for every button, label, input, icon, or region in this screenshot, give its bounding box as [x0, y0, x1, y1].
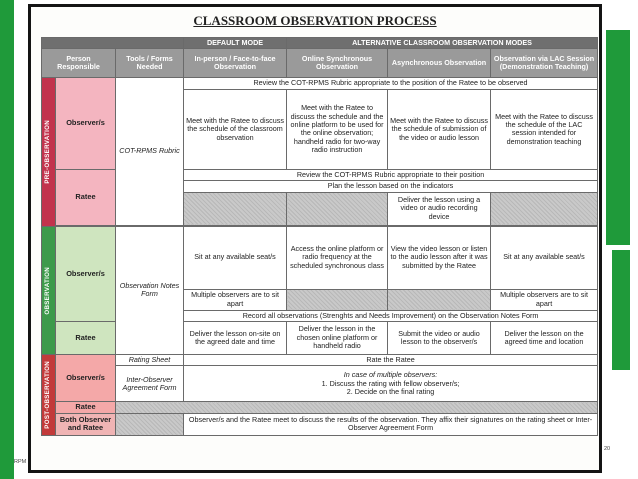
role-observer-post: Observer/s [56, 355, 116, 402]
obs-async: View the video lesson or listen to the audio lesson after it was submitted by the Ratee [388, 226, 491, 289]
role-ratee-post: Ratee [56, 402, 116, 413]
post-both-tool-na [116, 413, 184, 435]
obs-ratee-async: Submit the video or audio lesson to the observer/s [388, 322, 491, 355]
post-ratee-na [116, 402, 598, 413]
role-observer-obs: Observer/s [56, 226, 116, 321]
header-blank [42, 38, 184, 49]
footer-left-label: RPM [14, 459, 27, 465]
tool-cot-rubric: COT-RPMS Rubric [116, 78, 184, 225]
tool-agreement-form: Inter-Observer Agreement Form [116, 366, 184, 402]
header-person: Person Responsible [42, 49, 116, 78]
pre-review-observer: Review the COT-RPMS Rubric appropriate to the position of the Ratee to be observed [184, 78, 598, 89]
page-title: CLASSROOM OBSERVATION PROCESS [193, 13, 437, 28]
role-ratee-pre: Ratee [56, 169, 116, 225]
header-lac: Observation via LAC Session (Demonstration Teaching) [491, 49, 598, 78]
header-default-mode: DEFAULT MODE [184, 38, 287, 49]
obs-record: Record all observations (Strenghts and Needs Improvement) on the Observation Notes Form [184, 310, 598, 321]
pre-ratee-inperson-na [184, 192, 287, 225]
obs-ratee-online: Deliver the lesson in the chosen online platform or handheld radio [287, 322, 388, 355]
tool-rating-sheet: Rating Sheet [116, 355, 184, 366]
header-tools: Tools / Forms Needed [116, 49, 184, 78]
right-green-band [606, 30, 630, 245]
obs-ratee-inperson: Deliver the lesson on-site on the agreed date and time [184, 322, 287, 355]
pre-ratee-lac-na [491, 192, 598, 225]
document-page [28, 4, 602, 473]
phase-observation: OBSERVATION [42, 226, 56, 354]
obs-multi-inperson: Multiple observers are to sit apart [184, 289, 287, 310]
obs-multi-async-na [388, 289, 491, 310]
header-alt-modes: ALTERNATIVE CLASSROOM OBSERVATION MODES [287, 38, 598, 49]
pre-review-ratee: Review the COT-RPMS Rubric appropriate to their position [184, 169, 598, 180]
phase-pre-observation: PRE-OBSERVATION [42, 78, 56, 226]
pre-ratee-online-na [287, 192, 388, 225]
role-both-post: Both Observer and Ratee [56, 413, 116, 435]
pre-lac: Meet with the Ratee to discuss the schedule of the LAC session intended for demonstration teaching [491, 89, 598, 169]
pre-online: Meet with the Ratee to discuss the schedule and the online platform to be used for the online observation; handheld radio for two-way radio instruction [287, 89, 388, 169]
obs-inperson: Sit at any available seat/s [184, 226, 287, 289]
post-multi-intro: In case of multiple observers: [343, 370, 438, 380]
observation-process-table [41, 37, 598, 436]
header-inperson: In-person / Face-to-face Observation [184, 49, 287, 78]
post-multiple-observers [184, 366, 598, 402]
footer-right-label: 20 [604, 446, 611, 452]
phase-post-observation: POST-OBSERVATION [42, 355, 56, 436]
obs-ratee-lac: Deliver the lesson on the agreed time and location [491, 322, 598, 355]
header-online: Online Synchronous Observation [287, 49, 388, 78]
pre-inperson: Meet with the Ratee to discuss the schedule of the classroom observation [184, 89, 287, 169]
pre-deliver-async: Deliver the lesson using a video or audio recording device [388, 192, 491, 225]
header-async: Asynchronous Observation [388, 49, 491, 78]
left-green-band [0, 0, 14, 479]
post-multi-step-1: 1. Discuss the rating with fellow observer/s; [321, 378, 460, 388]
role-ratee-obs: Ratee [56, 322, 116, 355]
obs-multi-lac: Multiple observers are to sit apart [491, 289, 598, 310]
pre-plan: Plan the lesson based on the indicators [184, 181, 598, 192]
right-green-band-lower [612, 250, 630, 370]
pre-async: Meet with the Ratee to discuss the schedule of submission of the video or audio lesson [388, 89, 491, 169]
obs-multi-online-na [287, 289, 388, 310]
tool-notes-form: Observation Notes Form [116, 226, 184, 354]
role-observer-pre: Observer/s [56, 78, 116, 169]
obs-lac: Sit at any available seat/s [491, 226, 598, 289]
post-multi-step-2: 2. Decide on the final rating [346, 387, 435, 397]
post-rate: Rate the Ratee [184, 355, 598, 366]
post-both: Observer/s and the Ratee meet to discuss the results of the observation. They affix their signatures on the rating sheet or Inter-Observer Agreement Form [184, 413, 598, 435]
obs-online: Access the online platform or radio frequency at the scheduled synchronous class [287, 226, 388, 289]
